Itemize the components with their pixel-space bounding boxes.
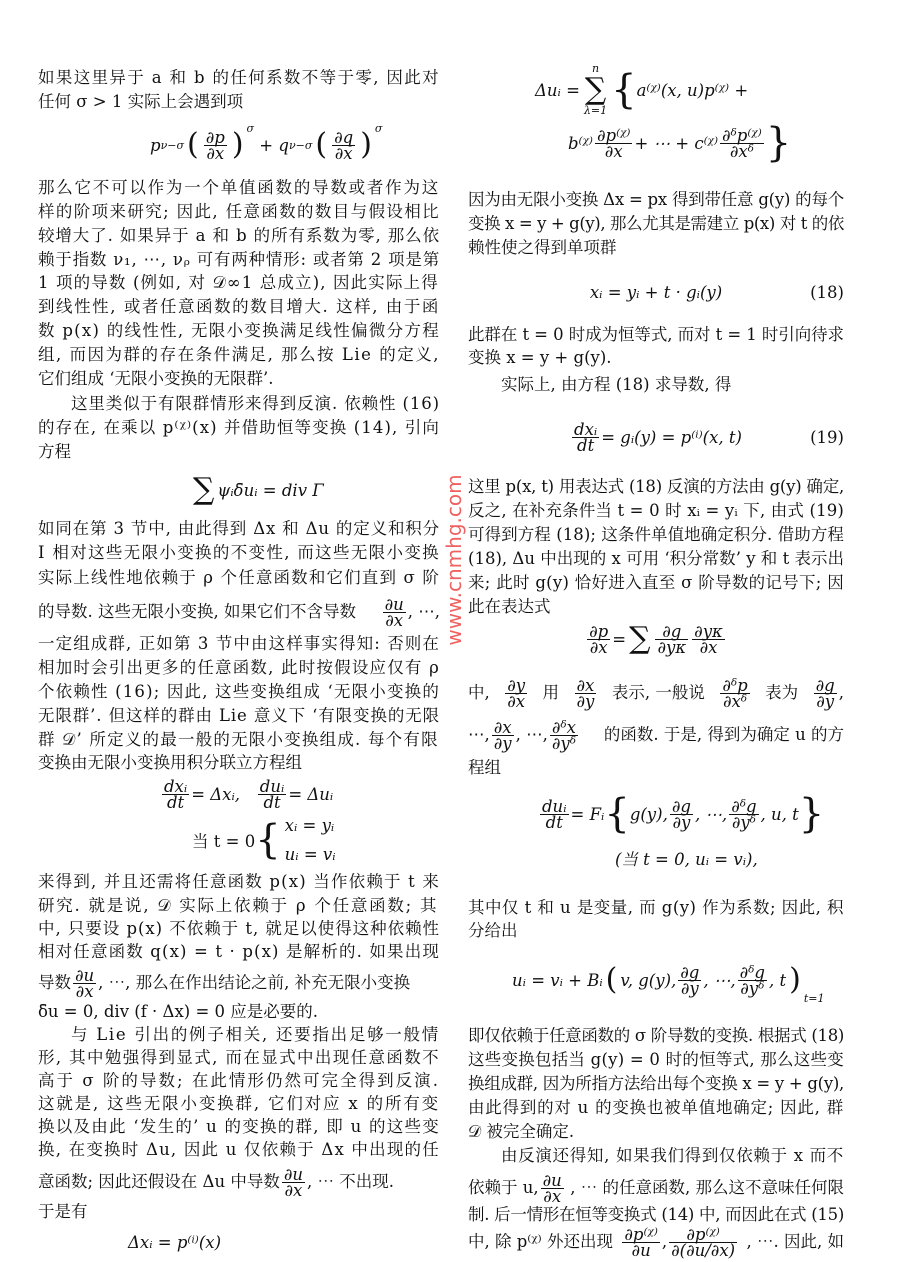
- eq-term: = Fᵢ: [570, 804, 605, 824]
- numerator: ∂x: [492, 720, 514, 736]
- equation-condition: (当 t = 0, uᵢ = vᵢ),: [615, 850, 758, 869]
- left-brace: {: [255, 817, 281, 863]
- text-line: (18), Δu 中出现的 x 可用 ‘积分常数’ y 和 t 表示出: [468, 549, 844, 568]
- equation-6-line-1: [535, 64, 748, 116]
- text-line: 方程: [38, 442, 71, 461]
- eq-exponent: ν−σ: [160, 138, 184, 152]
- eq-condition: 当 t = 0: [192, 832, 256, 851]
- eq-exponent: ν−σ: [288, 138, 313, 152]
- eq-lhs: Δuᵢ =: [535, 80, 580, 100]
- text-line: [468, 715, 844, 755]
- text-line: 研究. 就是说, 𝒟 实际上依赖于 ρ 个任意函数; 其: [38, 896, 439, 915]
- text-line: 任何 σ > 1 实际上会遇到项: [38, 92, 244, 111]
- sum-symbol: ∑: [193, 472, 215, 507]
- text-segment: 导数: [38, 973, 71, 992]
- paren: (: [186, 127, 199, 162]
- numerator: ∂ᵟp: [722, 675, 748, 695]
- inline-math: [381, 592, 440, 632]
- denominator: ∂y: [672, 812, 691, 832]
- numerator: ∂x: [575, 678, 597, 694]
- paren: ): [789, 962, 801, 997]
- numerator: ∂ᵟp⁽ᵡ⁾: [722, 125, 762, 145]
- equals: =: [612, 629, 627, 649]
- numerator: ∂g: [655, 624, 688, 640]
- text-line: 如果这里异于 a 和 b 的任何系数不等于零, 因此对: [38, 68, 440, 87]
- denominator: dt: [263, 792, 281, 812]
- fraction: [541, 1173, 564, 1204]
- fraction: [575, 675, 597, 711]
- sum-lower: λ=1: [583, 104, 608, 117]
- text-line: 相对任意函数 q(x) = t · p(x) 是解析的. 如果出现: [38, 942, 440, 961]
- sum-upper: n: [591, 62, 600, 75]
- equation-3: [160, 777, 333, 811]
- fraction: [738, 962, 767, 998]
- text-line: 来得到, 并且还需将任意函数 p(x) 当作依赖于 t 来: [38, 872, 441, 891]
- eq-row: uᵢ = vᵢ: [284, 845, 336, 864]
- numerator: ∂yκ: [694, 621, 723, 641]
- text-line: [468, 1168, 844, 1208]
- text-line: 个依赖性 (16); 因此, 这些变换组成 ‘无限小变换的: [38, 682, 441, 701]
- text-segment: , ⋯ 不出现.: [307, 1172, 394, 1191]
- equation-5: Δxᵢ = p⁽ⁱ⁾(x): [128, 1232, 222, 1252]
- equation-system: [285, 816, 336, 864]
- equation-2: [190, 470, 324, 510]
- equation-1: [150, 122, 382, 168]
- fraction: [282, 1164, 305, 1200]
- eq-term: + ⋯ + c⁽ᵡ⁾: [634, 133, 718, 153]
- eq-term: g(y),: [629, 804, 668, 824]
- text-line: 实际上, 由方程 (18) 求导数, 得: [501, 375, 732, 394]
- text-line: 如同在第 3 节中, 由此得到 Δx 和 Δu 的定义和积分: [38, 519, 440, 538]
- eq-body: ψᵢδ̄uᵢ = div Γ: [217, 480, 324, 500]
- denominator: ∂x: [75, 981, 94, 1001]
- eq-term: v, g(y),: [620, 970, 677, 990]
- eq-term: b⁽ᵡ⁾: [568, 133, 593, 153]
- text-line: [468, 673, 844, 713]
- text-line: 它们组成 ‘无限小变换的无限群’.: [38, 369, 274, 388]
- eq-rhs: = Δuᵢ: [288, 784, 334, 804]
- text-line: 形, 其中勉强得到显式, 而在显式中出现任意函数不: [38, 1048, 441, 1067]
- fraction: [692, 621, 725, 657]
- fraction: [492, 720, 514, 751]
- fraction: [540, 796, 569, 832]
- text-segment: 的导数. 这些无限小变换, 如果它们不含导数: [38, 602, 356, 621]
- fraction: [550, 720, 578, 751]
- eq-exponent: σ: [246, 122, 255, 135]
- text-line: 赖于指数 ν₁, ⋯, νᵨ 可有两种情形: 或者第 2 项是第: [38, 250, 440, 269]
- numerator: dxᵢ: [574, 419, 598, 439]
- denominator: ∂y: [680, 978, 699, 998]
- fraction: [204, 127, 227, 163]
- text-segment: , ⋯. 因此, 如: [746, 1232, 844, 1251]
- fraction: [332, 127, 355, 163]
- denominator: dt: [577, 435, 595, 455]
- numerator: ∂p: [589, 621, 609, 641]
- text-segment: 依赖于 u,: [468, 1178, 539, 1197]
- numerator: ∂g: [671, 796, 691, 816]
- fraction: [670, 796, 693, 832]
- sum-symbol: ∑: [584, 72, 607, 107]
- eq-term: , u, t: [760, 804, 799, 824]
- text-line: 𝒟 被完全确定.: [468, 1122, 575, 1141]
- fraction: [73, 965, 96, 1001]
- text-line: δ̄u = 0, div (f · Δx) = 0 应是必要的.: [38, 1002, 319, 1021]
- fraction: [720, 675, 749, 711]
- eq-term: p: [150, 135, 161, 155]
- eq-term: , t: [768, 970, 787, 990]
- text-segment: 表示, 一般说: [611, 683, 705, 702]
- denominator: ∂yᵟ: [740, 978, 765, 998]
- equation-du-dt: [538, 792, 824, 836]
- fraction: [162, 776, 189, 812]
- text-line: 换, 在变换时 Δu, 因此 u 仅依赖于 Δx 中出现的任: [38, 1140, 440, 1159]
- equation-ui: [512, 955, 824, 1005]
- numerator: ∂ᵟg: [731, 796, 757, 816]
- numerator: ∂u: [542, 1171, 562, 1190]
- numerator: duᵢ: [542, 796, 567, 816]
- fraction: [720, 125, 764, 161]
- text-line: 中, 除 p⁽ᵡ⁾ 外还出现 $\frac{\text{∂p⁽ᵡ⁾}}{\partial u}$ , $\frac{\text{∂p⁽ᵡ⁾}}{\partial(\partial u/\partial x)}$ , ⋯. 因此, 如: [468, 1222, 844, 1262]
- text-segment: 意函数; 因此还假设在 Δu 中导数: [38, 1172, 280, 1191]
- denominator: ∂y: [816, 692, 835, 711]
- right-brace: }: [765, 120, 792, 166]
- eq-term: , ⋯,: [703, 970, 736, 990]
- denominator: ∂x: [385, 611, 404, 630]
- text-segment: , ⋯,: [407, 602, 440, 621]
- numerator: ∂u: [75, 965, 95, 985]
- denominator: ∂x: [604, 141, 623, 161]
- text-segment: 中, 除 p⁽ᵡ⁾ 外还出现: [468, 1232, 613, 1251]
- right-brace: }: [798, 791, 825, 837]
- text-segment: 表为: [765, 683, 799, 702]
- numerator: ∂g: [815, 676, 835, 695]
- equation-dp-dx: [468, 621, 844, 657]
- numerator: ∂ᵟg: [739, 962, 765, 982]
- text-line: 组, 而因为群的存在条件满足, 那么按 Lie 的定义,: [38, 345, 440, 364]
- eq-rhs: = gᵢ(y) = p⁽ⁱ⁾(x, t): [601, 427, 742, 447]
- numerator: duᵢ: [259, 776, 285, 796]
- fraction: [622, 1227, 660, 1258]
- numerator: ∂y: [507, 675, 526, 695]
- text-line: 此在表达式: [468, 597, 551, 616]
- numerator: ∂g: [680, 962, 700, 982]
- equation-number: (18): [810, 282, 844, 302]
- text-line: 1 项的导数 (例如, 对 𝒟∞1 总成立), 因此实际上得: [38, 273, 439, 292]
- denominator: dt: [166, 792, 185, 812]
- text-segment: 中,: [468, 683, 490, 702]
- text-line: 实际上线性地依赖于 ρ 个任意函数和它们直到 σ 阶: [38, 568, 440, 587]
- text-line: [38, 1162, 440, 1202]
- text-segment: 的函数. 于是, 得到为确定 u 的方: [603, 725, 844, 744]
- numerator: ∂ᵟx: [550, 720, 578, 736]
- denominator: ∂yᵟ: [551, 734, 576, 753]
- text-line: 群 𝒟’ 所定义的最一般的无限小变换组成. 每个有限: [38, 730, 439, 749]
- fraction: [383, 597, 406, 628]
- text-segment: , ⋯ 的任意函数, 那么这不意味任何限: [570, 1178, 844, 1197]
- text-line: 与 Lie 引出的例子相关, 还要指出足够一般情: [71, 1025, 440, 1044]
- denominator: ∂x: [543, 1187, 562, 1206]
- text-line: 高于 σ 阶的导数; 在此情形仍然可完全得到反演.: [38, 1071, 440, 1090]
- text-line: 即仅依赖于任意函数的 σ 阶导数的变换. 根据式 (18): [468, 1026, 845, 1045]
- fraction: [669, 1227, 737, 1258]
- left-brace: {: [611, 67, 637, 113]
- text-line: 换以及由此 ‘发生的’ u 的变换的群, 即 u 的这些变: [38, 1117, 440, 1136]
- text-line: 那么它不可以作为一个单值函数的导数或者作为这: [38, 178, 441, 197]
- denominator: ∂(∂u/∂x): [671, 1241, 736, 1260]
- equation-4: [192, 812, 336, 868]
- fraction: [505, 675, 527, 711]
- denominator: ∂y: [576, 691, 595, 711]
- denominator: ∂x: [699, 637, 718, 657]
- text-line: 变换由无限小变换用积分联立方程组: [38, 753, 302, 772]
- text-line: 样的阶项来研究; 因此, 任意函数的数目与假设相比: [38, 202, 440, 221]
- text-line: 此群在 t = 0 时成为恒等式, 而对 t = 1 时引向待求: [468, 325, 844, 344]
- sum-symbol: ∑: [629, 621, 651, 656]
- denominator: ∂xᵟ: [722, 691, 748, 711]
- numerator: ∂p⁽ᵡ⁾: [669, 1227, 737, 1243]
- fraction: [572, 419, 599, 455]
- paren: ): [231, 127, 244, 162]
- text-line: 分给出: [468, 921, 518, 940]
- text-line: 变换 x = y + g(y).: [468, 348, 612, 367]
- equation-6-line-2: [568, 120, 791, 166]
- equation-18: [468, 280, 844, 304]
- text-line: 由反演还得知, 如果我们得到仅依赖于 x 而不: [501, 1146, 844, 1165]
- text-line: 换组成群, 因为所指方法给出每个变换 x = y + g(y),: [468, 1074, 845, 1093]
- fraction: [587, 621, 610, 657]
- text-segment: ,: [838, 683, 844, 702]
- equation-19: [468, 420, 844, 454]
- eq-rhs: = Δxᵢ,: [191, 784, 241, 804]
- denominator: ∂yᵟ: [731, 812, 756, 832]
- text-line: 来; 此时 g(y) 恰好进入直至 σ 阶导数的记号下; 因: [468, 573, 844, 592]
- text-line: 一定组成群, 正如第 3 节中由这样事实得知: 否则在: [38, 634, 441, 653]
- text-line: 的存在, 在乘以 p⁽ᵡ⁾(x) 并借助恒等变换 (14), 引向: [38, 418, 440, 437]
- denominator: ∂x: [206, 143, 225, 163]
- text-segment: 用: [542, 683, 560, 702]
- text-line: 中, 只要设 p(x) 不依赖于 t, 就足以使得这种依赖性: [38, 919, 441, 938]
- denominator: ∂x: [284, 1180, 303, 1200]
- left-brace: {: [604, 791, 630, 837]
- numerator: ∂u: [384, 595, 404, 614]
- eq-term: a⁽ᵡ⁾(x, u)p⁽ᵡ⁾ +: [636, 80, 749, 100]
- denominator: ∂x: [589, 637, 608, 657]
- text-line: 这些变换包括当 g(y) = 0 时的恒等式, 那么这些变: [468, 1050, 844, 1069]
- text-line: 反之, 在补充条件当 t = 0 时 xᵢ = yᵢ 下, 由式 (19): [468, 501, 844, 520]
- denominator: ∂xᵟ: [729, 141, 754, 161]
- paren: (: [605, 962, 618, 997]
- paren: ): [360, 127, 372, 162]
- eq-row: xᵢ = yᵢ: [284, 816, 335, 835]
- denominator: ∂yκ: [657, 637, 687, 657]
- text-line: I 相对这些无限小变换的不变性, 而这些无限小变换: [38, 543, 440, 562]
- fraction: [655, 621, 688, 657]
- eq-term: + q: [259, 135, 289, 155]
- denominator: ∂x: [507, 691, 526, 711]
- text-line: 其中仅 t 和 u 是变量, 而 g(y) 作为系数; 因此, 积: [468, 898, 844, 917]
- text-line: [38, 592, 440, 632]
- text-segment: , ⋯, 那么在作出结论之前, 补充无限小变换: [98, 973, 411, 992]
- text-line: [38, 963, 440, 1003]
- text-line: 可得到方程 (18); 这条件单值地确定积分. 借助方程: [468, 525, 844, 544]
- text-line: 较增大了. 如果异于 a 和 b 的所有系数为零, 那么依: [38, 226, 440, 245]
- eq-exponent: σ: [374, 122, 383, 135]
- text-segment: ⋯,: [468, 725, 490, 744]
- denominator: dt: [545, 812, 563, 832]
- text-line: 赖性使之得到单项群: [468, 238, 617, 257]
- fraction: [729, 796, 758, 832]
- eq-term: , ⋯,: [694, 804, 728, 824]
- text-line: 由此得到的对 u 的变换也被单值地确定; 因此, 群: [468, 1098, 844, 1117]
- text-line: 因为由无限小变换 Δx = px 得到带任意 g(y) 的每个: [468, 190, 844, 209]
- denominator: ∂u: [631, 1241, 651, 1260]
- numerator: ∂u: [283, 1164, 304, 1184]
- numerator: ∂p: [205, 127, 225, 147]
- text-line: 变换 x = y + g(y), 那么尤其是需建立 p(x) 对 t 的依: [468, 214, 844, 233]
- text-segment: , ⋯,: [515, 725, 548, 744]
- equation-number: (19): [810, 427, 844, 447]
- text-line: 制. 后一情形在恒等变换式 (14) 中, 而因此在式 (15): [468, 1205, 844, 1224]
- text-line: 相加时会引出更多的任意函数, 此时按假设应仅有 ρ: [38, 658, 440, 677]
- text-line: 程组: [468, 758, 501, 777]
- text-line: 这就是, 这些无限小变换群, 它们对应 x 的所有变: [38, 1094, 440, 1113]
- fraction: [258, 776, 287, 812]
- eq-term: uᵢ = vᵢ + Bᵢ: [512, 970, 603, 990]
- text-line: 于是有: [38, 1202, 88, 1221]
- denominator: ∂y: [493, 734, 512, 753]
- numerator: ∂p⁽ᵡ⁾: [596, 125, 631, 145]
- numerator: ∂p⁽ᵡ⁾: [624, 1225, 658, 1244]
- fraction: [814, 678, 837, 709]
- denominator: ∂x: [334, 143, 353, 163]
- text-line: 无限群’. 但这样的群由 Lie 意义下 ‘有限变换的无限: [38, 706, 440, 725]
- watermark-text: www.cnmhg.com: [442, 474, 466, 646]
- eq-subscript: t=1: [803, 992, 825, 1005]
- text-line: 这里 p(x, t) 用表达式 (18) 反演的方法由 g(y) 确定,: [468, 477, 844, 496]
- fraction: [595, 125, 633, 161]
- fraction: [678, 962, 701, 998]
- eq-body: xᵢ = yᵢ + t · gᵢ(y): [589, 282, 723, 302]
- text-line: 这里类似于有限群情形来得到反演. 依赖性 (16): [71, 394, 441, 413]
- text-line: 数 p(x) 的线性性, 无限小变换满足线性偏微分方程: [38, 321, 440, 340]
- numerator: dxᵢ: [164, 776, 188, 796]
- numerator: ∂q: [334, 127, 354, 147]
- paren: (: [315, 127, 328, 162]
- text-line: 到线性性, 或者任意函数的数目增大. 这样, 由于函: [38, 297, 440, 316]
- summation: [584, 63, 607, 117]
